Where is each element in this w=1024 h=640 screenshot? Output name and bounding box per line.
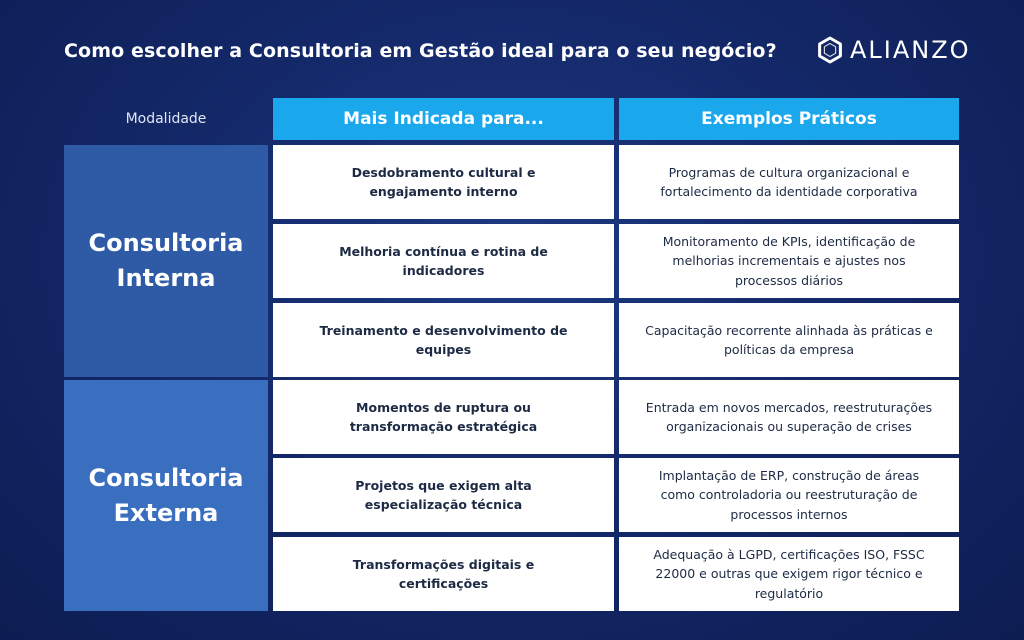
brand-name: ALIANZO: [850, 36, 971, 64]
cell-text: Desdobramento cultural e engajamento interno: [351, 164, 536, 199]
table-cell-indicated: [273, 145, 614, 219]
cell-text: Entrada em novos mercados, reestruturações organizacionais ou superação de crises: [645, 399, 933, 434]
cell-text: Projetos que exigem alta especialização técnica: [355, 477, 532, 512]
table-cell-example: [619, 303, 959, 377]
column-header-indicated: Mais Indicada para...: [273, 98, 614, 140]
cell-text: Melhoria contínua e rotina de indicadores: [339, 243, 548, 278]
table-cell-example: [619, 380, 959, 454]
table-cell-indicated: [273, 380, 614, 454]
table-cell-example: [619, 145, 959, 219]
cell-text: Transformações digitais e certificações: [352, 556, 535, 591]
table-cell-indicated: [273, 303, 614, 377]
column-header-examples: Exemplos Práticos: [619, 98, 959, 140]
page-title: Como escolher a Consultoria em Gestão ideal para o seu negócio?: [64, 40, 777, 62]
cell-text: Treinamento e desenvolvimento de equipes: [319, 322, 568, 357]
alianzo-ring-icon: [816, 36, 844, 64]
table-cell-example: [619, 224, 959, 298]
table-cell-indicated: [273, 458, 614, 532]
table-cell-example: [619, 458, 959, 532]
group-label-external: [64, 380, 268, 611]
cell-text: Programas de cultura organizacional e fortalecimento da identidade corporativa: [660, 164, 918, 199]
table-cell-indicated: [273, 224, 614, 298]
cell-text: Monitoramento de KPIs, identificação de melhorias incrementais e ajustes nos processos diários: [662, 233, 916, 288]
table-cell-indicated: [273, 537, 614, 611]
group-label-line: Externa: [113, 498, 219, 527]
brand-logo: [816, 36, 971, 64]
cell-text: Implantação de ERP, construção de áreas como controladoria ou reestruturação de processos internos: [658, 467, 920, 522]
group-label-line: Consultoria: [88, 229, 244, 258]
cell-text: Adequação à LGPD, certificações ISO, FSSC 22000 e outras que exigem rigor técnico e regulatório: [653, 546, 925, 601]
cell-text: Momentos de ruptura ou transformação estratégica: [349, 399, 538, 434]
row-header-label: Modalidade: [125, 111, 207, 127]
cell-text: Capacitação recorrente alinhada às práticas e políticas da empresa: [645, 322, 933, 357]
group-label-line: Interna: [116, 264, 216, 292]
group-label-internal: [64, 145, 268, 377]
group-label-line: Consultoria: [88, 463, 244, 492]
table-cell-example: [619, 537, 959, 611]
